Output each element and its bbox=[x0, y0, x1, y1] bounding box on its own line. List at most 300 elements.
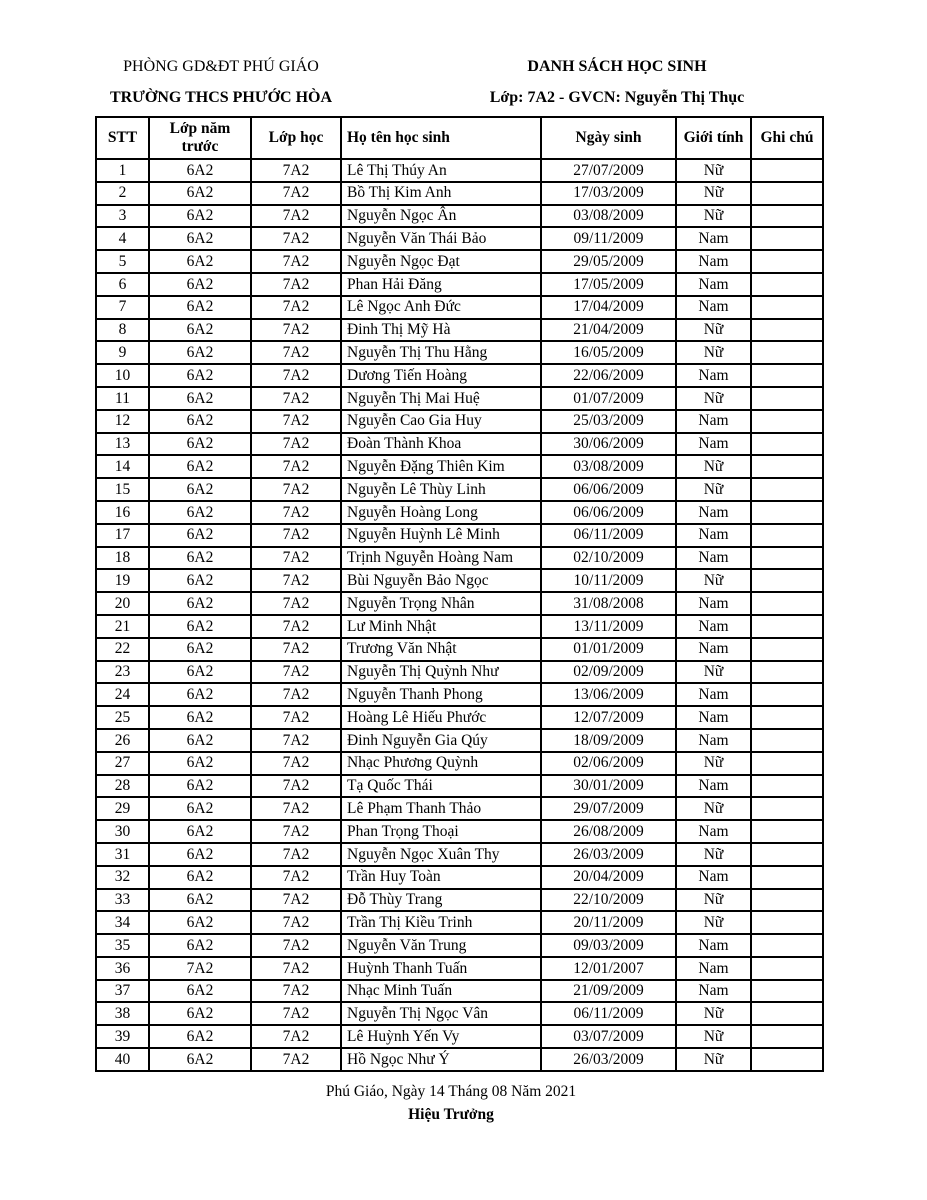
cell-dob: 02/09/2009 bbox=[541, 661, 676, 684]
cell-gender: Nam bbox=[676, 501, 751, 524]
cell-note bbox=[751, 1002, 823, 1025]
cell-note bbox=[751, 205, 823, 228]
cell-dob: 12/07/2009 bbox=[541, 706, 676, 729]
cell-gender: Nữ bbox=[676, 797, 751, 820]
table-row bbox=[96, 1048, 823, 1071]
cell-name: Trần Huy Toàn bbox=[341, 866, 541, 889]
cell-dob: 21/09/2009 bbox=[541, 980, 676, 1003]
cell-stt: 29 bbox=[96, 797, 149, 820]
cell-note bbox=[751, 889, 823, 912]
cell-name: Nguyễn Ngọc Ân bbox=[341, 205, 541, 228]
cell-stt: 4 bbox=[96, 227, 149, 250]
cell-name: Hồ Ngọc Như Ý bbox=[341, 1048, 541, 1071]
cell-gender: Nữ bbox=[676, 387, 751, 410]
table-row bbox=[96, 866, 823, 889]
cell-cur_class: 7A2 bbox=[251, 797, 341, 820]
cell-cur_class: 7A2 bbox=[251, 387, 341, 410]
cell-stt: 14 bbox=[96, 455, 149, 478]
table-row bbox=[96, 638, 823, 661]
cell-cur_class: 7A2 bbox=[251, 410, 341, 433]
cell-note bbox=[751, 1048, 823, 1071]
column-header-name: Họ tên học sinh bbox=[341, 117, 541, 159]
cell-stt: 12 bbox=[96, 410, 149, 433]
cell-prev_class: 6A2 bbox=[149, 205, 251, 228]
cell-note bbox=[751, 433, 823, 456]
table-row bbox=[96, 706, 823, 729]
cell-prev_class: 6A2 bbox=[149, 1048, 251, 1071]
document-footer bbox=[95, 1083, 807, 1124]
cell-prev_class: 6A2 bbox=[149, 1025, 251, 1048]
cell-prev_class: 6A2 bbox=[149, 911, 251, 934]
footer-signature-title: Hiệu Trưởng bbox=[408, 1105, 494, 1123]
cell-gender: Nữ bbox=[676, 182, 751, 205]
table-row bbox=[96, 205, 823, 228]
table-row bbox=[96, 843, 823, 866]
cell-name: Nguyễn Ngọc Xuân Thy bbox=[341, 843, 541, 866]
cell-prev_class: 6A2 bbox=[149, 706, 251, 729]
cell-name: Lê Thị Thúy An bbox=[341, 159, 541, 182]
cell-note bbox=[751, 250, 823, 273]
cell-gender: Nam bbox=[676, 364, 751, 387]
cell-stt: 25 bbox=[96, 706, 149, 729]
cell-stt: 3 bbox=[96, 205, 149, 228]
cell-dob: 20/04/2009 bbox=[541, 866, 676, 889]
cell-gender: Nam bbox=[676, 227, 751, 250]
table-header bbox=[96, 117, 823, 159]
cell-prev_class: 7A2 bbox=[149, 957, 251, 980]
cell-stt: 24 bbox=[96, 683, 149, 706]
cell-name: Bồ Thị Kim Anh bbox=[341, 182, 541, 205]
table-row bbox=[96, 182, 823, 205]
cell-gender: Nữ bbox=[676, 205, 751, 228]
table-row bbox=[96, 683, 823, 706]
cell-note bbox=[751, 296, 823, 319]
cell-dob: 27/07/2009 bbox=[541, 159, 676, 182]
cell-prev_class: 6A2 bbox=[149, 797, 251, 820]
table-row bbox=[96, 455, 823, 478]
cell-gender: Nam bbox=[676, 866, 751, 889]
cell-cur_class: 7A2 bbox=[251, 683, 341, 706]
cell-note bbox=[751, 592, 823, 615]
cell-gender: Nam bbox=[676, 250, 751, 273]
cell-gender: Nữ bbox=[676, 889, 751, 912]
cell-note bbox=[751, 524, 823, 547]
table-row bbox=[96, 729, 823, 752]
cell-prev_class: 6A2 bbox=[149, 843, 251, 866]
table-row bbox=[96, 661, 823, 684]
cell-prev_class: 6A2 bbox=[149, 592, 251, 615]
cell-cur_class: 7A2 bbox=[251, 866, 341, 889]
cell-dob: 06/11/2009 bbox=[541, 524, 676, 547]
cell-prev_class: 6A2 bbox=[149, 547, 251, 570]
cell-cur_class: 7A2 bbox=[251, 980, 341, 1003]
cell-note bbox=[751, 387, 823, 410]
cell-stt: 36 bbox=[96, 957, 149, 980]
cell-name: Nguyễn Thị Thu Hằng bbox=[341, 341, 541, 364]
table-row bbox=[96, 569, 823, 592]
cell-dob: 09/03/2009 bbox=[541, 934, 676, 957]
cell-gender: Nam bbox=[676, 775, 751, 798]
cell-dob: 03/08/2009 bbox=[541, 205, 676, 228]
cell-dob: 22/10/2009 bbox=[541, 889, 676, 912]
cell-gender: Nam bbox=[676, 524, 751, 547]
cell-name: Phan Trọng Thoại bbox=[341, 820, 541, 843]
cell-note bbox=[751, 615, 823, 638]
cell-dob: 17/05/2009 bbox=[541, 273, 676, 296]
cell-note bbox=[751, 911, 823, 934]
cell-name: Bùi Nguyễn Bảo Ngọc bbox=[341, 569, 541, 592]
cell-note bbox=[751, 364, 823, 387]
cell-gender: Nữ bbox=[676, 455, 751, 478]
column-header-note: Ghi chú bbox=[751, 117, 823, 159]
cell-note bbox=[751, 957, 823, 980]
cell-dob: 03/08/2009 bbox=[541, 455, 676, 478]
cell-stt: 35 bbox=[96, 934, 149, 957]
cell-dob: 13/06/2009 bbox=[541, 683, 676, 706]
cell-dob: 06/11/2009 bbox=[541, 1002, 676, 1025]
cell-dob: 01/07/2009 bbox=[541, 387, 676, 410]
document-title: DANH SÁCH HỌC SINH bbox=[527, 58, 707, 75]
cell-name: Trần Thị Kiều Trinh bbox=[341, 911, 541, 934]
cell-cur_class: 7A2 bbox=[251, 501, 341, 524]
cell-stt: 21 bbox=[96, 615, 149, 638]
column-header-cur-class: Lớp học bbox=[251, 117, 341, 159]
cell-prev_class: 6A2 bbox=[149, 478, 251, 501]
cell-cur_class: 7A2 bbox=[251, 478, 341, 501]
cell-dob: 29/07/2009 bbox=[541, 797, 676, 820]
cell-gender: Nữ bbox=[676, 911, 751, 934]
cell-cur_class: 7A2 bbox=[251, 911, 341, 934]
cell-note bbox=[751, 227, 823, 250]
cell-prev_class: 6A2 bbox=[149, 615, 251, 638]
column-header-stt: STT bbox=[96, 117, 149, 159]
cell-note bbox=[751, 478, 823, 501]
cell-cur_class: 7A2 bbox=[251, 957, 341, 980]
cell-prev_class: 6A2 bbox=[149, 501, 251, 524]
cell-prev_class: 6A2 bbox=[149, 410, 251, 433]
cell-gender: Nữ bbox=[676, 1002, 751, 1025]
cell-name: Lê Phạm Thanh Thảo bbox=[341, 797, 541, 820]
cell-note bbox=[751, 638, 823, 661]
cell-gender: Nữ bbox=[676, 159, 751, 182]
cell-dob: 10/11/2009 bbox=[541, 569, 676, 592]
cell-name: Nguyễn Cao Gia Huy bbox=[341, 410, 541, 433]
cell-dob: 26/03/2009 bbox=[541, 843, 676, 866]
cell-cur_class: 7A2 bbox=[251, 706, 341, 729]
cell-name: Phan Hải Đăng bbox=[341, 273, 541, 296]
cell-stt: 38 bbox=[96, 1002, 149, 1025]
cell-cur_class: 7A2 bbox=[251, 182, 341, 205]
cell-cur_class: 7A2 bbox=[251, 455, 341, 478]
cell-cur_class: 7A2 bbox=[251, 820, 341, 843]
cell-gender: Nam bbox=[676, 706, 751, 729]
cell-cur_class: 7A2 bbox=[251, 159, 341, 182]
cell-stt: 22 bbox=[96, 638, 149, 661]
table-row bbox=[96, 501, 823, 524]
cell-cur_class: 7A2 bbox=[251, 364, 341, 387]
cell-dob: 29/05/2009 bbox=[541, 250, 676, 273]
cell-name: Đinh Nguyễn Gia Qúy bbox=[341, 729, 541, 752]
cell-stt: 16 bbox=[96, 501, 149, 524]
cell-name: Nhạc Minh Tuấn bbox=[341, 980, 541, 1003]
cell-prev_class: 6A2 bbox=[149, 683, 251, 706]
cell-cur_class: 7A2 bbox=[251, 250, 341, 273]
table-row bbox=[96, 319, 823, 342]
cell-name: Nguyễn Thị Quỳnh Như bbox=[341, 661, 541, 684]
cell-cur_class: 7A2 bbox=[251, 638, 341, 661]
cell-name: Đinh Thị Mỹ Hà bbox=[341, 319, 541, 342]
cell-gender: Nam bbox=[676, 729, 751, 752]
cell-note bbox=[751, 410, 823, 433]
cell-name: Lê Huỳnh Yến Vy bbox=[341, 1025, 541, 1048]
table-row bbox=[96, 797, 823, 820]
cell-dob: 20/11/2009 bbox=[541, 911, 676, 934]
cell-gender: Nam bbox=[676, 820, 751, 843]
cell-note bbox=[751, 706, 823, 729]
cell-gender: Nam bbox=[676, 934, 751, 957]
cell-prev_class: 6A2 bbox=[149, 524, 251, 547]
cell-stt: 2 bbox=[96, 182, 149, 205]
cell-prev_class: 6A2 bbox=[149, 1002, 251, 1025]
cell-name: Nguyễn Trọng Nhân bbox=[341, 592, 541, 615]
column-header-gender: Giới tính bbox=[676, 117, 751, 159]
cell-gender: Nam bbox=[676, 410, 751, 433]
cell-note bbox=[751, 820, 823, 843]
cell-gender: Nam bbox=[676, 615, 751, 638]
cell-stt: 32 bbox=[96, 866, 149, 889]
cell-cur_class: 7A2 bbox=[251, 775, 341, 798]
cell-stt: 34 bbox=[96, 911, 149, 934]
cell-note bbox=[751, 182, 823, 205]
cell-note bbox=[751, 683, 823, 706]
table-row bbox=[96, 433, 823, 456]
cell-dob: 01/01/2009 bbox=[541, 638, 676, 661]
footer-date-line: Phú Giáo, Ngày 14 Tháng 08 Năm 2021 bbox=[325, 1082, 577, 1100]
student-table bbox=[95, 116, 824, 1072]
cell-stt: 6 bbox=[96, 273, 149, 296]
cell-gender: Nữ bbox=[676, 843, 751, 866]
cell-prev_class: 6A2 bbox=[149, 820, 251, 843]
table-row bbox=[96, 911, 823, 934]
cell-prev_class: 6A2 bbox=[149, 752, 251, 775]
cell-dob: 18/09/2009 bbox=[541, 729, 676, 752]
department-name: PHÒNG GD&ĐT PHÚ GIÁO bbox=[123, 58, 319, 75]
cell-gender: Nam bbox=[676, 592, 751, 615]
cell-cur_class: 7A2 bbox=[251, 752, 341, 775]
cell-stt: 1 bbox=[96, 159, 149, 182]
cell-gender: Nam bbox=[676, 547, 751, 570]
document-header bbox=[0, 0, 927, 107]
cell-note bbox=[751, 729, 823, 752]
header-right-block bbox=[407, 58, 827, 107]
cell-dob: 13/11/2009 bbox=[541, 615, 676, 638]
cell-name: Nguyễn Đặng Thiên Kim bbox=[341, 455, 541, 478]
cell-cur_class: 7A2 bbox=[251, 341, 341, 364]
table-row bbox=[96, 364, 823, 387]
cell-name: Nguyễn Văn Thái Bảo bbox=[341, 227, 541, 250]
table-row bbox=[96, 980, 823, 1003]
table-row bbox=[96, 615, 823, 638]
cell-dob: 02/06/2009 bbox=[541, 752, 676, 775]
cell-stt: 11 bbox=[96, 387, 149, 410]
cell-name: Lư Minh Nhật bbox=[341, 615, 541, 638]
cell-cur_class: 7A2 bbox=[251, 1002, 341, 1025]
cell-note bbox=[751, 569, 823, 592]
cell-cur_class: 7A2 bbox=[251, 319, 341, 342]
cell-dob: 30/06/2009 bbox=[541, 433, 676, 456]
table-row bbox=[96, 1025, 823, 1048]
cell-name: Tạ Quốc Thái bbox=[341, 775, 541, 798]
table-row bbox=[96, 524, 823, 547]
cell-prev_class: 6A2 bbox=[149, 980, 251, 1003]
cell-name: Trịnh Nguyễn Hoàng Nam bbox=[341, 547, 541, 570]
cell-stt: 13 bbox=[96, 433, 149, 456]
cell-prev_class: 6A2 bbox=[149, 866, 251, 889]
cell-dob: 17/04/2009 bbox=[541, 296, 676, 319]
cell-stt: 30 bbox=[96, 820, 149, 843]
cell-note bbox=[751, 843, 823, 866]
cell-cur_class: 7A2 bbox=[251, 934, 341, 957]
table-row bbox=[96, 296, 823, 319]
school-name: TRƯỜNG THCS PHƯỚC HÒA bbox=[109, 89, 333, 106]
cell-name: Huỳnh Thanh Tuấn bbox=[341, 957, 541, 980]
column-header-dob: Ngày sinh bbox=[541, 117, 676, 159]
table-row bbox=[96, 250, 823, 273]
cell-prev_class: 6A2 bbox=[149, 387, 251, 410]
cell-dob: 30/01/2009 bbox=[541, 775, 676, 798]
cell-cur_class: 7A2 bbox=[251, 547, 341, 570]
class-subtitle: Lớp: 7A2 - GVCN: Nguyễn Thị Thục bbox=[489, 89, 745, 106]
cell-name: Đoàn Thành Khoa bbox=[341, 433, 541, 456]
table-row bbox=[96, 820, 823, 843]
cell-name: Nguyễn Văn Trung bbox=[341, 934, 541, 957]
table-row bbox=[96, 592, 823, 615]
cell-dob: 09/11/2009 bbox=[541, 227, 676, 250]
cell-note bbox=[751, 455, 823, 478]
cell-cur_class: 7A2 bbox=[251, 661, 341, 684]
cell-cur_class: 7A2 bbox=[251, 843, 341, 866]
cell-prev_class: 6A2 bbox=[149, 433, 251, 456]
cell-dob: 06/06/2009 bbox=[541, 478, 676, 501]
cell-dob: 25/03/2009 bbox=[541, 410, 676, 433]
cell-name: Lê Ngọc Anh Đức bbox=[341, 296, 541, 319]
cell-gender: Nữ bbox=[676, 478, 751, 501]
cell-note bbox=[751, 319, 823, 342]
table-row bbox=[96, 752, 823, 775]
cell-note bbox=[751, 1025, 823, 1048]
cell-cur_class: 7A2 bbox=[251, 569, 341, 592]
cell-dob: 16/05/2009 bbox=[541, 341, 676, 364]
cell-stt: 10 bbox=[96, 364, 149, 387]
cell-name: Nguyễn Thị Ngọc Vân bbox=[341, 1002, 541, 1025]
cell-dob: 03/07/2009 bbox=[541, 1025, 676, 1048]
cell-dob: 22/06/2009 bbox=[541, 364, 676, 387]
cell-stt: 40 bbox=[96, 1048, 149, 1071]
cell-dob: 06/06/2009 bbox=[541, 501, 676, 524]
cell-dob: 26/08/2009 bbox=[541, 820, 676, 843]
cell-note bbox=[751, 341, 823, 364]
cell-stt: 9 bbox=[96, 341, 149, 364]
cell-prev_class: 6A2 bbox=[149, 775, 251, 798]
cell-gender: Nam bbox=[676, 980, 751, 1003]
cell-stt: 26 bbox=[96, 729, 149, 752]
table-row bbox=[96, 227, 823, 250]
header-left-block bbox=[95, 58, 347, 107]
cell-prev_class: 6A2 bbox=[149, 182, 251, 205]
table-row bbox=[96, 341, 823, 364]
cell-stt: 17 bbox=[96, 524, 149, 547]
cell-prev_class: 6A2 bbox=[149, 227, 251, 250]
cell-gender: Nam bbox=[676, 433, 751, 456]
cell-stt: 39 bbox=[96, 1025, 149, 1048]
cell-gender: Nữ bbox=[676, 752, 751, 775]
cell-gender: Nam bbox=[676, 638, 751, 661]
cell-cur_class: 7A2 bbox=[251, 592, 341, 615]
cell-note bbox=[751, 934, 823, 957]
cell-gender: Nữ bbox=[676, 661, 751, 684]
table-row bbox=[96, 547, 823, 570]
cell-name: Nguyễn Huỳnh Lê Minh bbox=[341, 524, 541, 547]
cell-cur_class: 7A2 bbox=[251, 1025, 341, 1048]
cell-stt: 5 bbox=[96, 250, 149, 273]
table-row bbox=[96, 889, 823, 912]
cell-gender: Nữ bbox=[676, 1048, 751, 1071]
cell-stt: 23 bbox=[96, 661, 149, 684]
cell-prev_class: 6A2 bbox=[149, 250, 251, 273]
cell-dob: 17/03/2009 bbox=[541, 182, 676, 205]
cell-stt: 18 bbox=[96, 547, 149, 570]
cell-cur_class: 7A2 bbox=[251, 296, 341, 319]
cell-gender: Nữ bbox=[676, 319, 751, 342]
cell-stt: 31 bbox=[96, 843, 149, 866]
cell-note bbox=[751, 159, 823, 182]
cell-stt: 27 bbox=[96, 752, 149, 775]
cell-note bbox=[751, 501, 823, 524]
table-row bbox=[96, 410, 823, 433]
cell-dob: 21/04/2009 bbox=[541, 319, 676, 342]
cell-name: Nguyễn Lê Thùy Linh bbox=[341, 478, 541, 501]
cell-stt: 28 bbox=[96, 775, 149, 798]
cell-prev_class: 6A2 bbox=[149, 364, 251, 387]
cell-name: Nhạc Phương Quỳnh bbox=[341, 752, 541, 775]
cell-name: Nguyễn Ngọc Đạt bbox=[341, 250, 541, 273]
cell-gender: Nam bbox=[676, 296, 751, 319]
cell-stt: 15 bbox=[96, 478, 149, 501]
cell-stt: 7 bbox=[96, 296, 149, 319]
table-row bbox=[96, 273, 823, 296]
cell-cur_class: 7A2 bbox=[251, 729, 341, 752]
cell-name: Đỗ Thùy Trang bbox=[341, 889, 541, 912]
cell-note bbox=[751, 797, 823, 820]
cell-prev_class: 6A2 bbox=[149, 273, 251, 296]
table-row bbox=[96, 957, 823, 980]
cell-prev_class: 6A2 bbox=[149, 569, 251, 592]
table-row bbox=[96, 159, 823, 182]
table-row bbox=[96, 775, 823, 798]
cell-dob: 02/10/2009 bbox=[541, 547, 676, 570]
cell-cur_class: 7A2 bbox=[251, 1048, 341, 1071]
cell-prev_class: 6A2 bbox=[149, 661, 251, 684]
cell-name: Hoàng Lê Hiếu Phước bbox=[341, 706, 541, 729]
cell-stt: 8 bbox=[96, 319, 149, 342]
cell-cur_class: 7A2 bbox=[251, 889, 341, 912]
cell-stt: 33 bbox=[96, 889, 149, 912]
cell-note bbox=[751, 775, 823, 798]
table-row bbox=[96, 387, 823, 410]
cell-gender: Nam bbox=[676, 957, 751, 980]
cell-prev_class: 6A2 bbox=[149, 455, 251, 478]
cell-stt: 19 bbox=[96, 569, 149, 592]
